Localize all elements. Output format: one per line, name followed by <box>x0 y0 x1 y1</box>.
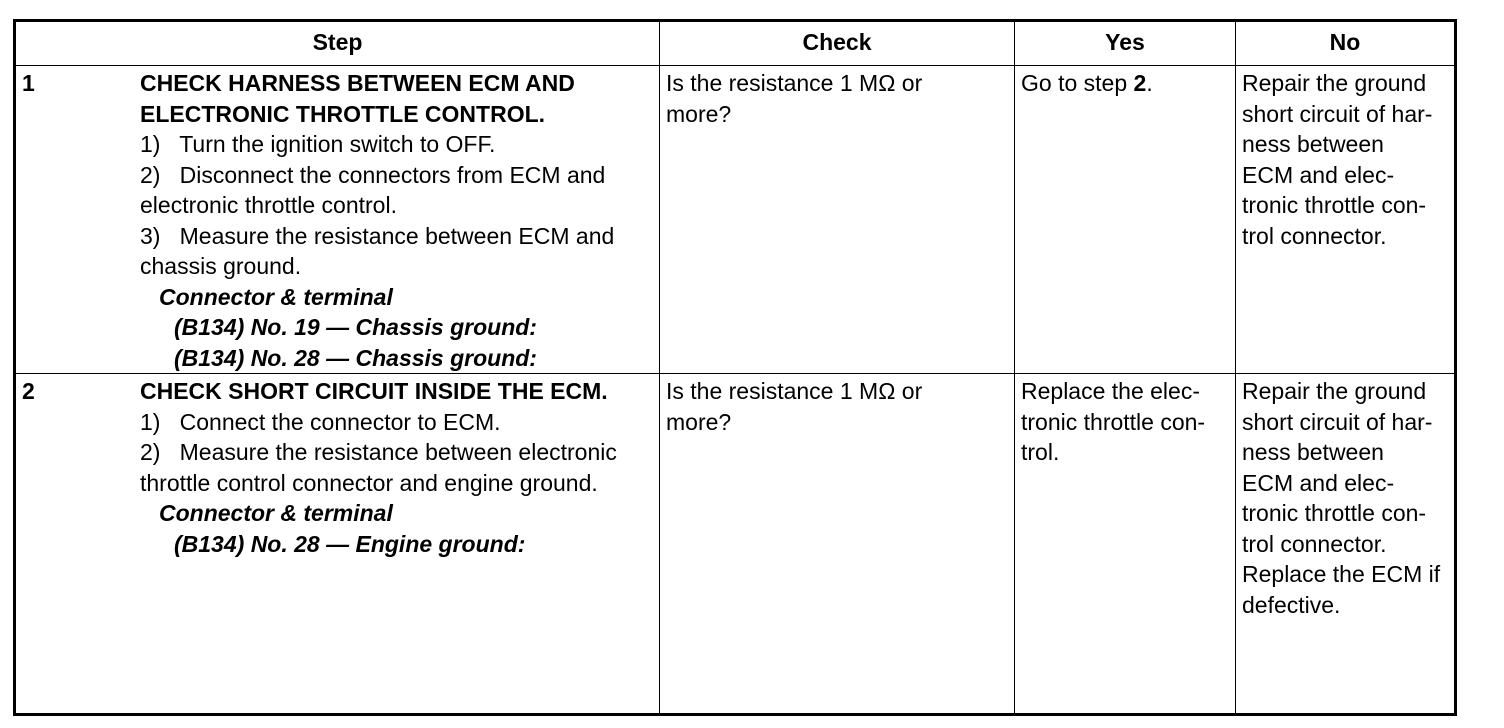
header-check: Check <box>660 21 1015 66</box>
step-title: CHECK SHORT CIRCUIT INSIDE THE ECM. <box>140 378 608 404</box>
no-line: trol connector. <box>1242 222 1387 249</box>
no-line: short circuit of har- <box>1242 100 1433 127</box>
check-line: Is the resistance 1 MΩ or <box>666 70 923 96</box>
step-number: 1 <box>22 70 35 96</box>
header-step: Step <box>15 21 660 66</box>
check-cell <box>660 66 1015 374</box>
step-cell <box>15 374 660 715</box>
no-line: Replace the ECM if <box>1242 561 1441 587</box>
header-yes: Yes <box>1015 21 1236 66</box>
no-line: tronic throttle con- <box>1242 192 1427 218</box>
instruction-line: 2) Disconnect the connectors from ECM and <box>140 161 606 188</box>
connector-label: Connector & terminal <box>159 500 393 526</box>
check-line: more? <box>666 408 732 435</box>
yes-line: trol. <box>1021 439 1060 465</box>
step-number: 2 <box>22 378 35 404</box>
no-line: ness between <box>1242 439 1384 465</box>
yes-step-ref: 2 <box>1133 70 1147 96</box>
no-line: ECM and elec- <box>1242 161 1395 188</box>
step-title: ELECTRONIC THROTTLE CONTROL. <box>140 100 546 127</box>
yes-cell <box>1015 66 1236 374</box>
no-line: short circuit of har- <box>1242 408 1433 435</box>
no-line: defective. <box>1242 591 1341 618</box>
terminal-line: (B134) No. 28 — Engine ground: <box>174 530 526 557</box>
header-no: No <box>1236 21 1456 66</box>
instruction-line: chassis ground. <box>140 253 302 279</box>
instruction-line: 3) Measure the resistance between ECM and <box>140 222 615 249</box>
no-cell <box>1236 374 1456 715</box>
no-cell <box>1236 66 1456 374</box>
instruction-line: electronic throttle control. <box>140 192 397 218</box>
no-line: Repair the ground <box>1242 70 1427 96</box>
no-line: tronic throttle con- <box>1242 500 1427 526</box>
no-line: trol connector. <box>1242 530 1387 557</box>
step-title: CHECK HARNESS BETWEEN ECM AND <box>140 70 575 96</box>
no-line: ness between <box>1242 131 1384 157</box>
no-line: ECM and elec- <box>1242 469 1395 496</box>
table-row <box>15 374 1456 715</box>
instruction-line: throttle control connector and engine ground. <box>140 469 598 496</box>
yes-cell <box>1015 374 1236 715</box>
yes-prefix: Go to step <box>1021 70 1134 96</box>
step-cell <box>15 66 660 374</box>
check-cell <box>660 374 1015 715</box>
check-line: Is the resistance 1 MΩ or <box>666 378 923 404</box>
instruction-line: 1) Connect the connector to ECM. <box>140 408 501 435</box>
terminal-line: (B134) No. 19 — Chassis ground: <box>174 314 537 340</box>
diagnostic-table <box>13 19 1457 716</box>
header-row <box>15 21 1456 66</box>
yes-suffix: . <box>1146 70 1153 96</box>
no-line: Repair the ground <box>1242 378 1427 404</box>
connector-label: Connector & terminal <box>159 283 393 310</box>
instruction-line: 2) Measure the resistance between electronic <box>140 439 617 465</box>
terminal-line: (B134) No. 28 — Chassis ground: <box>174 344 537 371</box>
yes-line: tronic throttle con- <box>1021 408 1206 435</box>
instruction-line: 1) Turn the ignition switch to OFF. <box>140 131 496 157</box>
table-row <box>15 66 1456 374</box>
yes-line: Replace the elec- <box>1021 378 1200 404</box>
check-line: more? <box>666 100 732 127</box>
yes-text <box>1021 68 1229 99</box>
